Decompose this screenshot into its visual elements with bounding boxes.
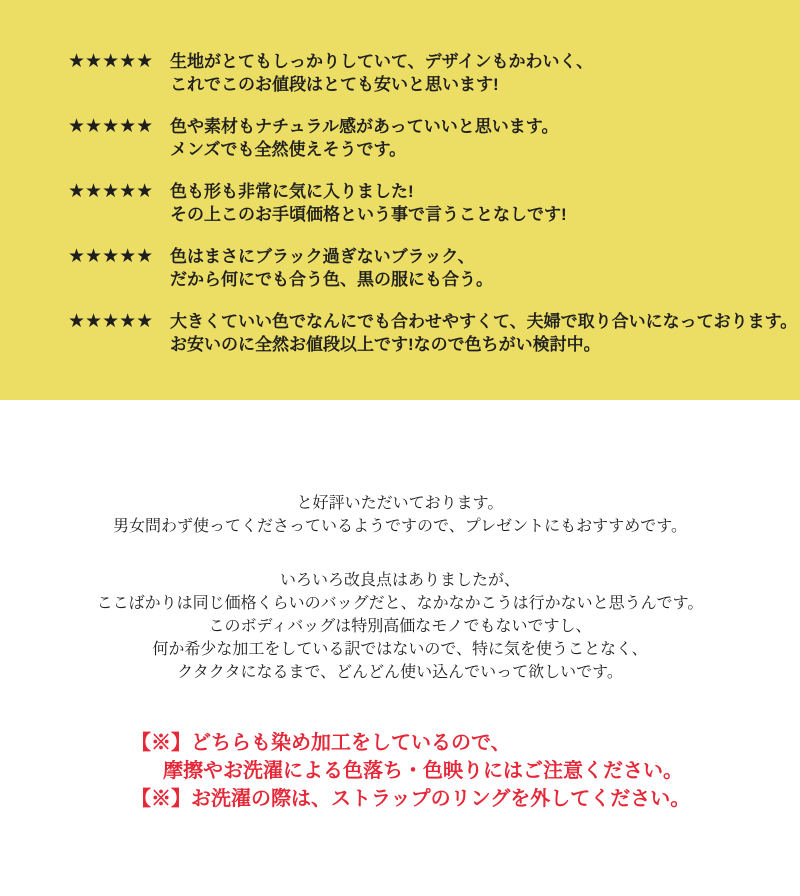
- review-line: メンズでも全然使えそうです。: [170, 140, 407, 159]
- review-line: 色はまさにブラック過ぎないブラック、: [170, 247, 475, 266]
- review-text: [170, 310, 797, 356]
- review-line: これでこのお値段はとても安いと思います!: [170, 75, 499, 94]
- review-line: 色も形も非常に気に入りました!: [170, 182, 414, 201]
- summary-line: いろいろ改良点はありましたが、: [279, 572, 520, 589]
- summary-line: と好評いただいております。: [296, 495, 504, 512]
- star-rating-icons: ★★★★★: [68, 311, 154, 332]
- caution-note-line: 【※】お洗濯の際は、ストラップのリングを外してください。: [131, 788, 691, 810]
- star-rating-icons: ★★★★★: [68, 246, 154, 267]
- review-item-3: [68, 180, 800, 226]
- review-item-2: [68, 115, 800, 161]
- review-text: [170, 245, 493, 291]
- review-item-5: [68, 310, 800, 356]
- review-item-4: [68, 245, 800, 291]
- star-rating-icons: ★★★★★: [68, 51, 154, 72]
- review-line: だから何にでも合う色、黒の服にも合う。: [170, 270, 493, 289]
- review-item-1: [68, 50, 800, 96]
- summary-line: このボディバッグは特別高価なモノでもないですし、: [208, 618, 592, 635]
- summary-line: 男女問わず使ってくださっているようですので、プレゼントにもおすすめです。: [113, 518, 687, 535]
- caution-note-line: 【※】どちらも染め加工をしているので、: [131, 732, 511, 754]
- review-line: その上このお手頃価格という事で言うことなしです!: [170, 205, 567, 224]
- star-rating-icons: ★★★★★: [68, 181, 154, 202]
- summary-line: 何か希少な加工をしている訳ではないので、特に気を使うことなく、: [152, 641, 648, 658]
- review-line: お安いのに全然お値段以上です!なので色ちがい検討中。: [170, 335, 601, 354]
- summary-line: ここばかりは同じ価格くらいのバッグだと、なかなかこうは行かないと思うんです。: [96, 595, 704, 612]
- star-rating-icons: ★★★★★: [68, 116, 154, 137]
- review-line: 生地がとてもしっかりしていて、デザインもかわいく、: [170, 52, 594, 71]
- caution-notes-section: [0, 729, 800, 813]
- summary-line: クタクタになるまで、どんどん使い込んでいって欲しいです。: [177, 664, 623, 681]
- product-summary-section: [0, 400, 800, 682]
- caution-note-line: 摩擦やお洗濯による色落ち・色映りにはご注意ください。: [163, 760, 683, 782]
- customer-reviews-section: [0, 0, 800, 400]
- review-text: [170, 115, 558, 161]
- review-text: [170, 50, 593, 96]
- review-text: [170, 180, 567, 226]
- review-line: 色や素材もナチュラル感があっていいと思います。: [170, 117, 559, 136]
- review-line: 大きくていい色でなんにでも合わせやすくて、夫婦で取り合いになっております。: [170, 312, 798, 331]
